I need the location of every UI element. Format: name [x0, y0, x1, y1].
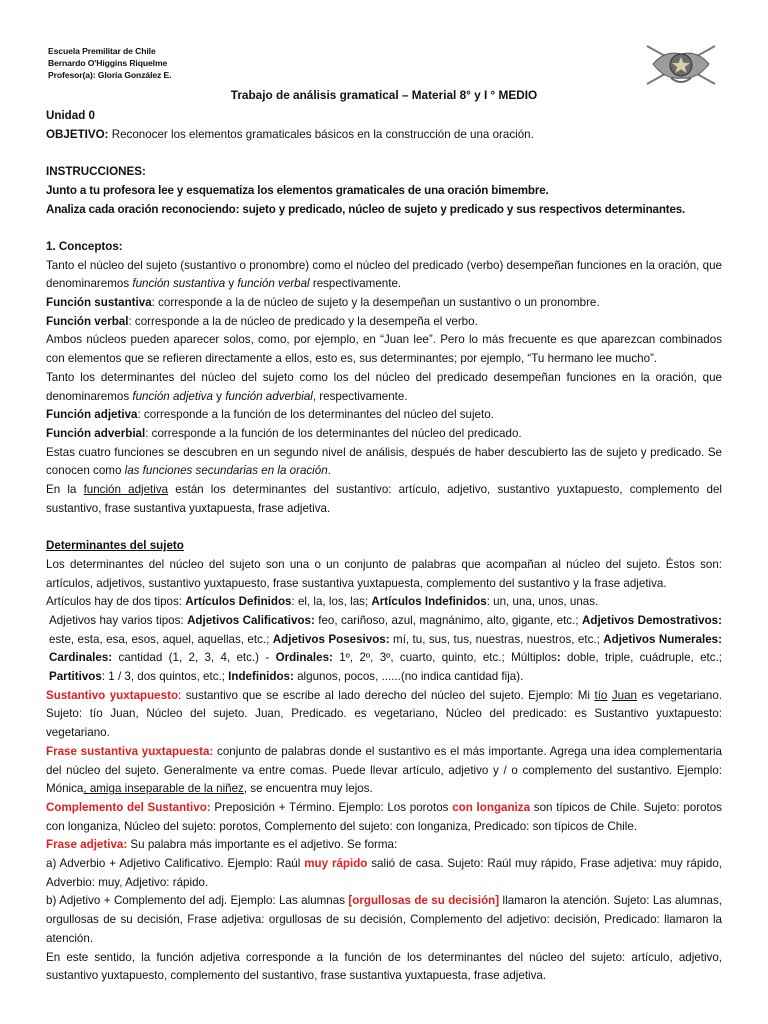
campus-name: Bernardo O'Higgins Riquelme [48, 58, 168, 68]
determinants-intro: Los determinantes del núcleo del sujeto son una o un conjunto de palabras que acompañan al núcleo del sujeto. Éstos son: artículos, adjetivos, sustantivo yuxtapuesto, frase sustantiva yuxtapuesta, complemento del sustantivo y la frase adjetiva. [46, 557, 722, 590]
adjectives-types: Adjetivos hay varios tipos: Adjetivos Calificativos: feo, cariñoso, azul, magnánimo, alto, gigante, etc.; Adjetivos Demostrativos: este, esta, esa, esos, aquel, aquellas, etc.; Adjetivos Posesivos: mí, tu, sus, tus, nuestras, nuestros, etc.; Adjetivos Numerales: Cardinales: cantidad (1, 2, 3, 4, etc.) - Ordinales: 1º, 2º, 3º, cuarto, quinto, etc.; Múltiplos: doble, triple, cuádruple, etc.; Partitivos: 1 / 3, dos quintos, etc.; Indefinidos: algunos, pocos, ......(no indica cantidad fija). [49, 613, 723, 684]
definition-funcion-adjetiva: Función adjetiva: corresponde a la función de los determinantes del núcleo del sujeto. [46, 408, 494, 422]
closing-paragraph: En este sentido, la función adjetiva corresponde a la función de los determinantes del núcleo del sujeto: artículo, adjetivo, sustantivo yuxtapuesto, complemento del sustantivo, frase sustantiva yuxtapuesta, frase adjetiva. [46, 950, 722, 983]
frase-adjetiva-a: a) Adverbio + Adjetivo Calificativo. Ejemplo: Raúl muy rápido salió de casa. Sujeto: Raúl muy rápido, Frase adjetiva: muy rápido, Adverbio: muy, Adjetivo: rápido. [46, 857, 722, 889]
articles-types: Artículos hay de dos tipos: Artículos Definidos: el, la, los, las; Artículos Indefinidos: un, una, unos, unas. [46, 595, 599, 609]
document-title: Trabajo de análisis gramatical – Material 8° y I ° MEDIO [230, 88, 538, 102]
concepts-paragraph-5: En la función adjetiva están los determinantes del sustantivo: artículo, adjetivo, sustantivo yuxtapuesto, complemento del sustantivo, frase sustantiva yuxtapuesta, frase adjetiva. [46, 483, 722, 515]
frase-sustantiva-yuxtapuesta: Frase sustantiva yuxtapuesta: conjunto de palabras donde el sustantivo es el más importante. Agrega una idea complementaria del núcleo del sujeto. Generalmente va entre comas. Puede llevar artículo, adjetivo y / o complemento del sustantivo. Ejemplo: Mónica, amiga inseparable de la niñez, se encuentra muy lejos. [46, 744, 723, 796]
concepts-paragraph-1: Tanto el núcleo del sujeto (sustantivo o pronombre) como el núcleo del predicado (verbo) desempeñan funciones en la oración, que denominaremos función sustantiva y función verbal respectivamente. [46, 258, 722, 291]
frase-adjetiva: Frase adjetiva: Su palabra más importante es el adjetivo. Se forma: [46, 838, 398, 852]
instructions-heading: INSTRUCCIONES: [46, 165, 146, 179]
concepts-paragraph-4: Estas cuatro funciones se descubren en un segundo nivel de análisis, después de haber descubierto las de sujeto y predicado. Se conocen como las funciones secundarias en la oración. [46, 445, 722, 478]
concepts-paragraph-3: Tanto los determinantes del núcleo del sujeto como los del núcleo del predicado desempeñan funciones en la oración, que denominaremos función adjetiva y función adverbial, respectivamente. [46, 370, 722, 403]
sustantivo-yuxtapuesto: Sustantivo yuxtapuesto: sustantivo que se escribe al lado derecho del núcleo del sujeto. Ejemplo: Mi tío Juan es vegetariano. Sujeto: tío Juan, Núcleo del sujeto. Juan, Predicado. es vegetariano, Núcleo del predicado: es Sustantivo yuxtapuesto: vegetariano. [46, 688, 722, 740]
instructions-line-1: Junto a tu profesora lee y esquematiza los elementos gramaticales de una oración bimembre. [46, 183, 549, 197]
military-crest-icon [643, 40, 719, 90]
frase-adjetiva-b: b) Adjetivo + Complemento del adj. Ejemplo: Las alumnas [orgullosas de su decisión] llamaron la atención. Sujeto: Las alumnas, orgullosas de su decisión, Frase adjetiva: orgullosas de su decisión, Complemento del adjetivo: decisión, Predicado: llamaron la atención. [46, 894, 723, 945]
definition-funcion-adverbial: Función adverbial: corresponde a la función de los determinantes del núcleo del predicado. [46, 426, 522, 440]
school-header [48, 45, 171, 81]
definition-funcion-sustantiva: Función sustantiva: corresponde a la de núcleo de sujeto y la desempeñan un sustantivo o un pronombre. [46, 296, 600, 309]
objective-label: OBJETIVO: [46, 127, 109, 141]
objective [46, 126, 722, 145]
objective-text: Reconocer los elementos gramaticales básicos en la construcción de una oración. [108, 127, 534, 141]
document-body [46, 107, 722, 986]
definition-funcion-verbal: Función verbal: corresponde a la de núcleo de predicado y la desempeña el verbo. [46, 314, 478, 328]
concepts-paragraph-2: Ambos núcleos pueden aparecer solos, como, por ejemplo, en “Juan lee”. Pero lo más frecuente es que aparezcan combinados con elementos que se refieren directamente a ellos, esto es, sus determinantes; por ejemplo, “Tu hermano lee mucho”. [46, 333, 722, 366]
instructions-line-2: Analiza cada oración reconociendo: sujeto y predicado, núcleo de sujeto y predicado y sus respectivos determinantes. [46, 202, 686, 216]
determinants-heading: Determinantes del sujeto [46, 539, 184, 553]
concepts-heading: 1. Conceptos: [46, 239, 123, 253]
school-name: Escuela Premilitar de Chile [48, 46, 156, 56]
complemento-del-sustantivo: Complemento del Sustantivo: Preposición + Término. Ejemplo: Los porotos con longaniza son típicos de Chile. Sujeto: porotos con longaniza, Núcleo del sujeto: porotos, Complemento del sujeto: con longaniza, Predicado: son típicos de Chile. [46, 800, 722, 833]
unit-label: Unidad 0 [46, 109, 95, 122]
teacher-name: Profesor(a): Gloria González E. [48, 70, 172, 80]
